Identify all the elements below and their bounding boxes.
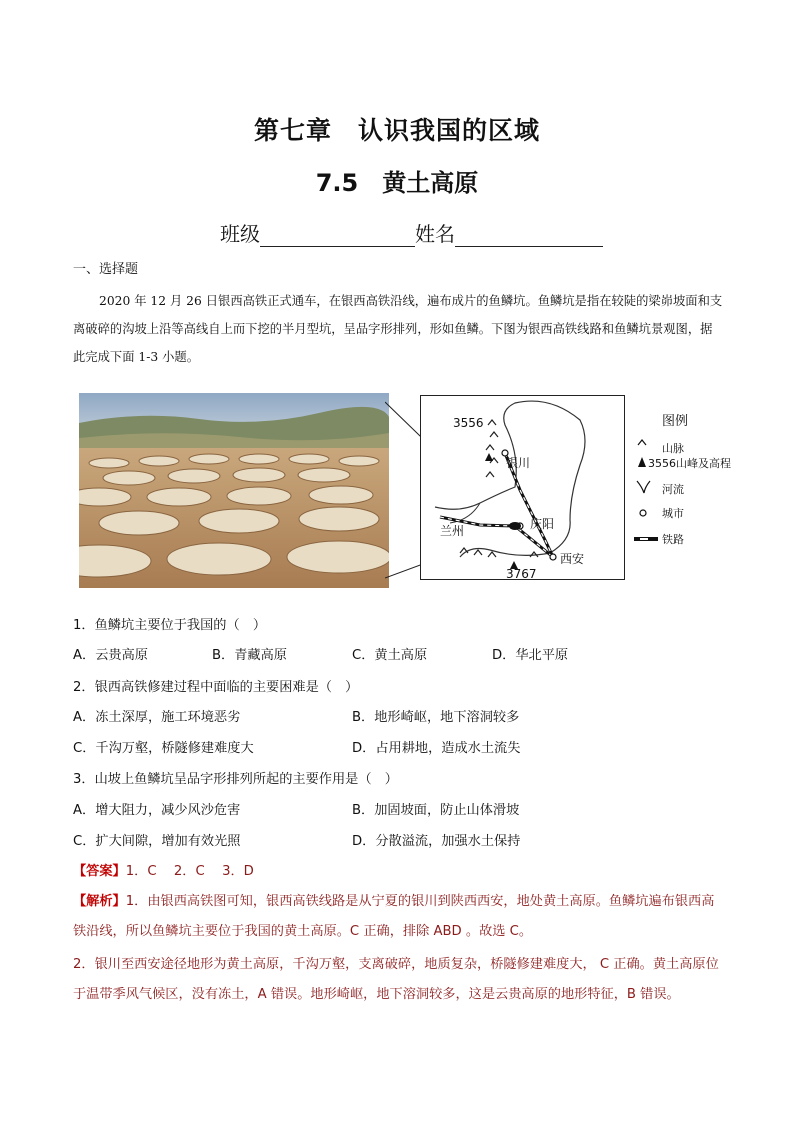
section-heading: 一、选择题: [73, 262, 139, 277]
question-2-stem: 2．银西高铁修建过程中面临的主要困难是（ ）: [73, 680, 359, 695]
explanation-text-1: 1．由银西高铁图可知，银西高铁线路是从宁夏的银川到陕西西安，地处黄土高原。鱼鳞坑遍布银西高铁沿线，所以鱼鳞坑主要位于我国的黄土高原。C 正确，排除 ABD 。故选 C。: [73, 894, 715, 939]
legend-city: 城市: [662, 507, 684, 520]
explanation-tag: 【解析】: [73, 894, 126, 909]
section-title: 7.5 黄土高原: [315, 169, 479, 197]
name-blank[interactable]: [455, 224, 603, 247]
city-yinchuan: 银川: [506, 456, 531, 470]
railway-map-svg: [420, 395, 625, 580]
class-blank[interactable]: [260, 224, 415, 247]
mountain-icon: [638, 440, 646, 445]
q3-option-d[interactable]: D．分散溢流，加强水土保持: [352, 834, 521, 849]
answer-line: [73, 860, 254, 879]
q1-option-d[interactable]: D．华北平原: [492, 648, 569, 663]
explanation-paragraph-2: 2．银川至西安途径地形为黄土高原，千沟万壑，支离破碎，地质复杂，桥隧修建难度大， C 正确。黄土高原位于温带季风气候区，没有冻土，A 错误。地形崎岖，地下溶洞较多，这是云贵高原的地形特征，B 错误。: [73, 957, 719, 1002]
legend-peak: 3556山峰及高程: [648, 457, 731, 470]
legend-railway: 铁路: [662, 533, 684, 546]
question-1-stem: 1．鱼鳞坑主要位于我国的（ ）: [73, 618, 267, 633]
legend-title: 图例: [662, 414, 689, 429]
fish-scale-pit-illustration: [79, 393, 389, 588]
legend-svg: [632, 405, 772, 575]
q2-option-c[interactable]: C．千沟万壑，桥隧修建难度大: [73, 741, 254, 756]
legend-river: 河流: [662, 483, 684, 496]
q3-option-b[interactable]: B．加固坡面，防止山体滑坡: [352, 803, 520, 818]
city-xian: 西安: [560, 552, 585, 566]
class-name-line: [220, 218, 603, 247]
question-3-stem: 3．山坡上鱼鳞坑呈品字形排列所起的主要作用是（ ）: [73, 772, 398, 787]
q3-option-a[interactable]: A．增大阻力，减少风沙危害: [73, 803, 241, 818]
city-qingyang: 庆阳: [530, 517, 555, 531]
q3-option-c[interactable]: C．扩大间隙，增加有效光照: [73, 834, 241, 849]
name-label: 姓名: [415, 222, 455, 246]
q2-option-d[interactable]: D．占用耕地，造成水土流失: [352, 741, 521, 756]
q1-option-a[interactable]: A．云贵高原: [73, 648, 148, 663]
city-icon: [640, 510, 646, 516]
explanation-paragraph-1: [73, 887, 725, 947]
class-label: 班级: [220, 222, 260, 246]
railway-map: [420, 395, 625, 580]
map-legend: [632, 405, 772, 575]
river-icon: [637, 481, 650, 493]
peak-label-3556: 3556: [453, 416, 484, 430]
q2-option-b[interactable]: B．地形崎岖，地下溶洞较多: [352, 710, 520, 725]
city-lanzhou: 兰州: [440, 524, 465, 538]
answer-tag: 【答案】: [73, 864, 126, 879]
legend-mountain: 山脉: [662, 442, 684, 455]
q2-option-a[interactable]: A．冻土深厚，施工环境恶劣: [73, 710, 241, 725]
peak-label-3767: 3767: [506, 567, 537, 580]
chapter-title: 第七章 认识我国的区域: [253, 116, 540, 145]
intro-paragraph: 2020 年 12 月 26 日银西高铁正式通车，在银西高铁沿线，遍布成片的鱼鳞坑。鱼鳞坑是指在较陡的梁峁坡面和支离破碎的沟坡上沿等高线自上而下挖的半月型坑，呈品字形排列，形如鱼鳞。下图为银西高铁线路和鱼鳞坑景观图，据此完成下面 1-3 小题。: [73, 294, 723, 364]
q1-option-b[interactable]: B．青藏高原: [212, 648, 287, 663]
fish-scale-pit-photo: [79, 393, 389, 588]
q1-option-c[interactable]: C．黄土高原: [352, 648, 428, 663]
answer-text: 1．C 2．C 3．D: [125, 864, 254, 879]
peak-icon: [638, 457, 646, 467]
